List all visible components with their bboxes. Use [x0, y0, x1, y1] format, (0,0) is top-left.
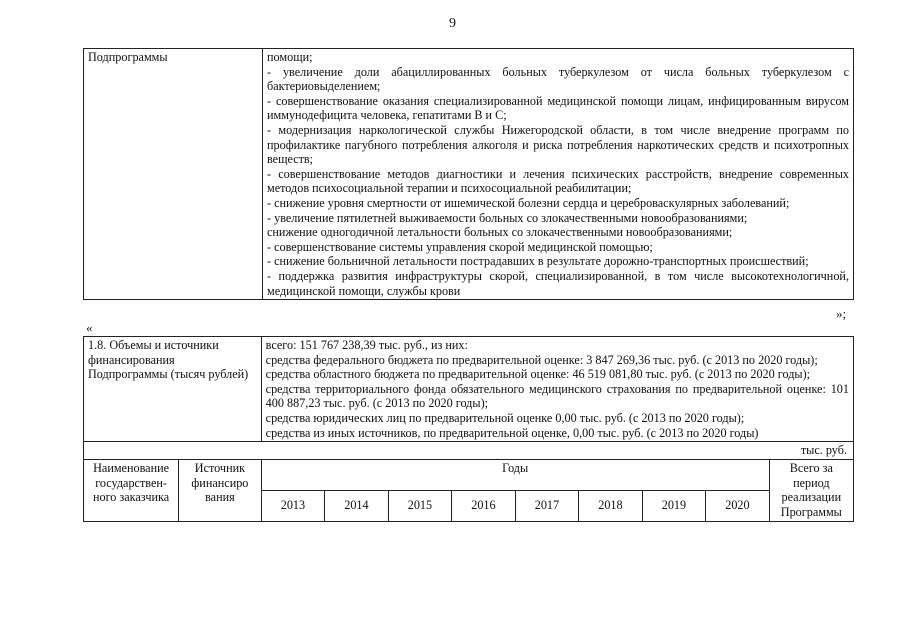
subprograms-line: помощи;	[267, 50, 313, 64]
header-year: 2018	[579, 490, 643, 521]
finance-text	[261, 337, 853, 442]
subprograms-line: - совершенствование оказания специализированной медицинской помощи лицам, инфицированным вирусом иммунодефицита человека, гепатитами B и C;	[267, 93, 849, 123]
closing-quote: »;	[836, 306, 847, 321]
table-row	[84, 442, 854, 460]
header-year: 2013	[261, 490, 325, 521]
header-year: 2017	[515, 490, 579, 521]
header-customer: Наименование государствен- ного заказчика	[84, 460, 179, 521]
subprograms-line: - увеличение доли абациллированных больных туберкулезом от числа больных туберкулезом с бактериовыделением;	[267, 64, 849, 94]
header-source: Источник финансиро вания	[179, 460, 262, 521]
header-year: 2020	[706, 490, 770, 521]
subprograms-line: - снижение уровня смертности от ишемической болезни сердца и цереброваскулярных заболеваний;	[267, 195, 790, 210]
header-year: 2019	[642, 490, 706, 521]
units-label: тыс. руб.	[84, 442, 854, 460]
opening-quote: «	[86, 320, 93, 335]
page-number: 9	[449, 16, 456, 31]
header-total: Всего за период реализации Программы	[769, 460, 853, 521]
subprograms-label: Подпрограммы	[84, 49, 263, 300]
header-year: 2014	[325, 490, 389, 521]
subprograms-line: - поддержка развития инфраструктуры скорой, специализированной, в том числе высокотехнологичной, медицинской помощи, службы крови	[267, 268, 849, 298]
table-header-row	[84, 460, 854, 491]
finance-line: средства федерального бюджета по предварительной оценке: 3 847 269,36 тыс. руб. (с 2013 по 2020 годы);	[265, 352, 818, 367]
subprograms-line: - совершенствование методов диагностики и лечения психических расстройств, внедрение современных методов психосоциальной терапии и психосоциальной реабилитации;	[267, 166, 849, 196]
table-row	[84, 337, 854, 442]
finance-line: средства областного бюджета по предварительной оценке: 46 519 081,80 тыс. руб. (с 2013 по 2020 годы);	[265, 367, 811, 382]
finance-line: средства из иных источников, по предварительной оценке, 0,00 тыс. руб. (с 2013 по 2020 годы)	[265, 425, 759, 440]
subprograms-line: - совершенствование системы управления скорой медицинской помощью;	[267, 239, 653, 254]
finance-label: 1.8. Объемы и источники финансирования Подпрограммы (тысяч рублей)	[84, 337, 262, 442]
finance-line: средства территориального фонда обязательного медицинского страхования по предварительной оценке: 101 400 887,23 тыс. руб. (с 2013 по 2020 годы);	[265, 381, 849, 411]
finance-table	[83, 336, 854, 522]
subprograms-line: - модернизация наркологической службы Нижегородской области, в том числе внедрение программ по профилактике пагубного потребления алкоголя и риска потребления наркотических средств и психотропных веществ;	[267, 122, 849, 167]
subprograms-text	[263, 49, 854, 300]
subprograms-table	[83, 48, 854, 300]
subprograms-line: - снижение больничной летальности пострадавших в результате дорожно-транспортных происшествий;	[267, 254, 809, 269]
header-year: 2015	[388, 490, 452, 521]
table-row	[84, 49, 854, 300]
header-years: Годы	[261, 460, 769, 491]
subprograms-line: - увеличение пятилетней выживаемости больных со злокачественными новообразованиями;	[267, 210, 748, 225]
finance-line: всего: 151 767 238,39 тыс. руб., из них:	[265, 338, 468, 352]
header-year: 2016	[452, 490, 516, 521]
finance-line: средства юридических лиц по предварительной оценке 0,00 тыс. руб. (с 2013 по 2020 годы);	[265, 410, 745, 425]
subprograms-line: снижение одногодичной летальности больных со злокачественными новообразованиями;	[267, 225, 733, 240]
